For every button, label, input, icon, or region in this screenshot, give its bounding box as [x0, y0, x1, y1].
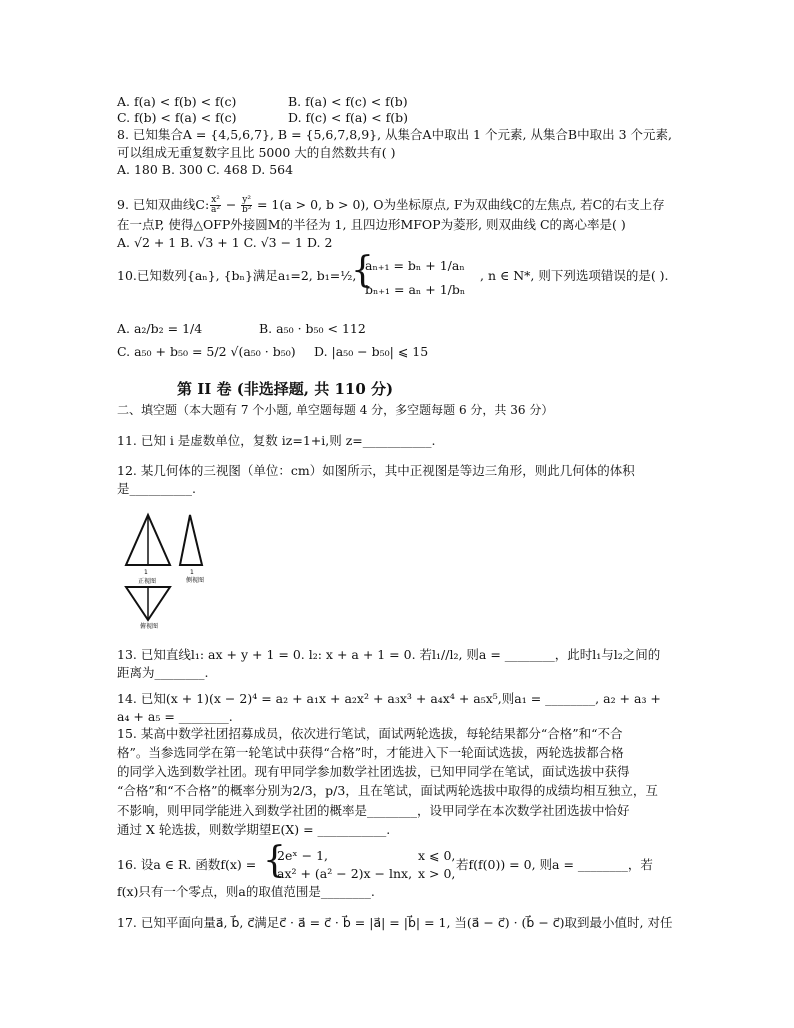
q15-line4: “合格”和“不合格”的概率分别为2/3，p/3，且在笔试，面试两轮选拔中取得的成绩均相互独立，互 [117, 783, 658, 798]
top-view-label: 俯视图 [140, 623, 159, 630]
top-view [126, 587, 170, 620]
q14-line2: a₄ + a₅ = ________. [117, 709, 233, 724]
q7-option-d: D. f(c) < f(a) < f(b) [288, 110, 408, 125]
q16-brace: { [263, 840, 286, 881]
q7-option-c: C. f(b) < f(a) < f(c) [117, 110, 237, 125]
q9-frac-x: $\frac{\text{x²}}{\text{a²}}$ [211, 195, 221, 215]
q17: 17. 已知平面向量a⃗, b⃗, c⃗满足c⃗ · a⃗ = c⃗ · b⃗ = |a⃗| = |b⃗| = 1, 当(a⃗ − c⃗) · (b⃗ − c⃗)取到最小值时, 对任 [117, 915, 673, 930]
three-view-figure [118, 512, 218, 630]
section-subtitle: 二、填空题（本大题有 7 个小题, 单空题每题 4 分，多空题每题 6 分，共 36 分） [117, 403, 554, 417]
q9-stem-start: 9. 已知双曲线C: [117, 197, 210, 212]
q9-line2: 在一点P, 使得△OFP外接圆M的半径为 1, 且四边形MFOP为菱形, 则双曲线 C的离心率是( ) [117, 217, 626, 232]
q15-line6: 通过 X 轮选拔，则数学期望E(X) = ___________. [117, 822, 391, 837]
q12-line2: 是__________. [117, 481, 196, 496]
q7-option-a: A. f(a) < f(b) < f(c) [117, 94, 237, 109]
q15-line3: 的同学入选到数学社团。现有甲同学参加数学社团选拔，已知甲同学在笔试，面试选拔中获得 [117, 764, 630, 779]
side-view-label: 侧视图 [186, 577, 205, 584]
q16-cond1: x ⩽ 0, [418, 848, 456, 863]
q10-option-b: B. a₅₀ · b₅₀ < 112 [259, 321, 366, 336]
q13-line2: 距离为________. [117, 665, 209, 680]
q16-head: 16. 设a ∈ R. 函数f(x) = [117, 857, 257, 872]
q9-line1: 9. 已知双曲线C: $\frac{\text{x²}}{\text{a²}}$ − $\frac{\text{y²}}{\text{b²}}$ = 1(a > 0, b > 0), O为坐标原点, F为双曲线C的左焦点, 若C的右支上存 [117, 195, 665, 215]
side-dim: 1 [190, 569, 194, 576]
q8-options: A. 180 B. 300 C. 468 D. 564 [117, 162, 294, 177]
q16-tail: 若f(f(0)) = 0, 则a = ________，若 [456, 857, 653, 872]
q16-cond2: x > 0, [418, 866, 456, 881]
q9-options: A. √2 + 1 B. √3 + 1 C. √3 − 1 D. 2 [117, 235, 333, 250]
q10-intro: 10.已知数列{aₙ}, {bₙ}满足a₁=2, b₁=½, [117, 268, 357, 283]
front-view-label: 正视图 [138, 578, 157, 585]
q16-case2: ax² + (a² − 2)x − lnx, [277, 866, 413, 881]
q11: 11. 已知 i 是虚数单位，复数 iz=1+i,则 z=___________. [117, 433, 436, 448]
q16-line2: f(x)只有一个零点，则a的取值范围是________. [117, 884, 375, 899]
q13-line1: 13. 已知直线l₁: ax + y + 1 = 0. l₂: x + a + 1 = 0. 若l₁//l₂, 则a = ________，此时l₁与l₂之间的 [117, 647, 661, 662]
q12-line1: 12. 某几何体的三视图（单位：cm）如图所示，其中正视图是等边三角形，则此几何体的体积 [117, 463, 635, 478]
q9-stem-rest: = 1(a > 0, b > 0), O为坐标原点, F为双曲线C的左焦点, 若C的右支上存 [253, 197, 665, 212]
q15-line1: 15. 某高中数学社团招募成员，依次进行笔试，面试两轮选拔，每轮结果都分“合格”和“不合 [117, 726, 623, 741]
q10-tail: , n ∈ N*, 则下列选项错误的是( ). [480, 268, 669, 283]
q10-brace: { [351, 250, 374, 291]
q10-eq2: bₙ₊₁ = aₙ + 1/bₙ [365, 282, 466, 297]
side-view [180, 515, 202, 565]
q10-option-a: A. a₂/b₂ = 1/4 [117, 321, 203, 336]
q7-option-b: B. f(a) < f(c) < f(b) [288, 94, 408, 109]
front-dim: 1 [144, 569, 148, 576]
q10-option-c: C. a₅₀ + b₅₀ = 5/2 √(a₅₀ · b₅₀) [117, 344, 296, 359]
q15-line2: 格”。当参选同学在第一轮笔试中获得“合格”时，才能进入下一轮面试选拔，两轮选拔都合格 [117, 745, 624, 760]
q16-case1: 2eˣ − 1, [277, 848, 328, 863]
q14-line1: 14. 已知(x + 1)(x − 2)⁴ = a₂ + a₁x + a₂x² + a₃x³ + a₄x⁴ + a₅x⁵,则a₁ = ________, a₂ + a₃ + [117, 691, 661, 706]
q10-eq1: aₙ₊₁ = bₙ + 1/aₙ [365, 258, 465, 273]
q10-option-d: D. |a₅₀ − b₅₀| ⩽ 15 [314, 344, 429, 359]
section-title: 第 II 卷 (非选择题, 共 110 分) [177, 380, 394, 398]
q15-line5: 不影响，则甲同学能进入到数学社团的概率是________，设甲同学在本次数学社团选拔中恰好 [117, 803, 630, 818]
q8-line1: 8. 已知集合A = {4,5,6,7}, B = {5,6,7,8,9}, 从集合A中取出 1 个元素, 从集合B中取出 3 个元素, [117, 127, 672, 142]
front-view [126, 515, 170, 565]
q8-line2: 可以组成无重复数字且比 5000 大的自然数共有( ) [117, 145, 396, 160]
q9-frac-y: $\frac{\text{y²}}{\text{b²}}$ [241, 195, 252, 215]
